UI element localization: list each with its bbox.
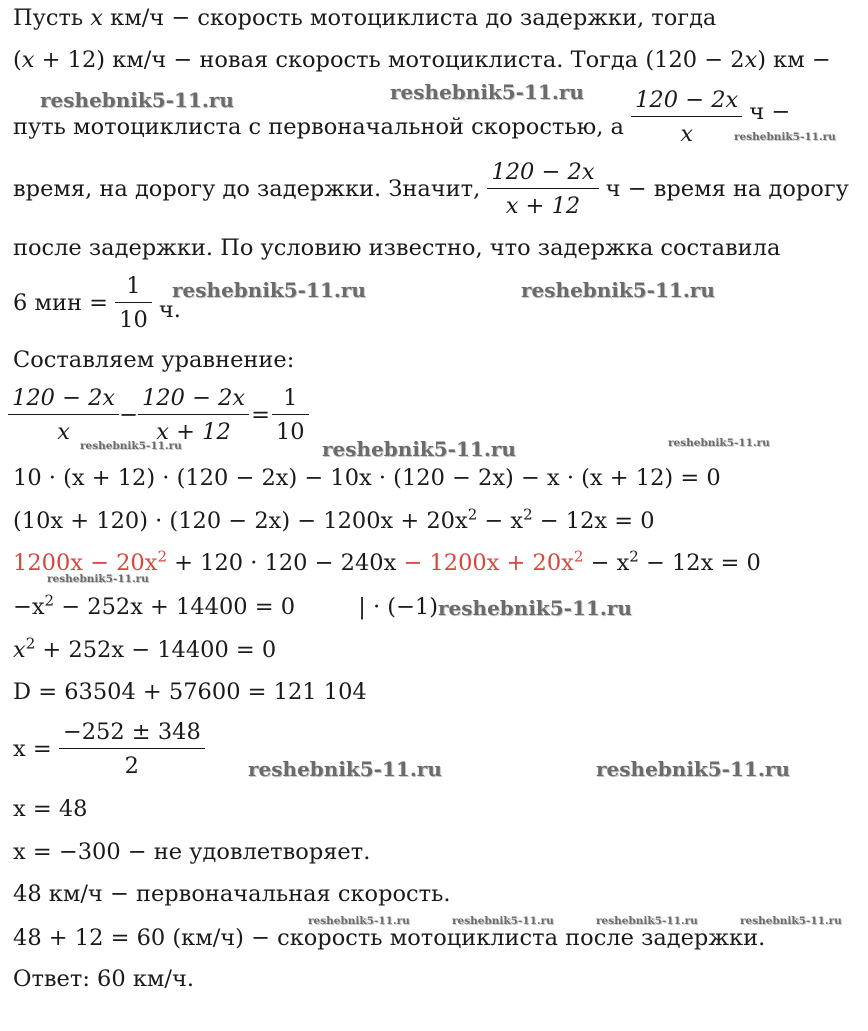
var-x: x [21, 47, 35, 73]
text: 48 + 12 = 60 (км/ч) − скорость мотоциклиста после задержки. [13, 925, 766, 951]
text: ) км − [757, 47, 831, 73]
line-7 [13, 346, 294, 374]
exponent: 2 [523, 505, 533, 524]
equals-sign: = [251, 402, 270, 428]
step-4 [13, 593, 438, 621]
denominator: 10 [119, 307, 148, 333]
line-6 [13, 272, 181, 334]
text: 10 · (x + 12) · (120 − 2x) − 10x · (120 − 2x) − x · (x + 12) = 0 [13, 465, 721, 491]
highlight-term: − 1200x + 20x [403, 550, 574, 576]
var-x: x [744, 47, 758, 73]
eq-fraction-c [272, 384, 309, 446]
text: − x [477, 508, 524, 534]
text: Ответ: 60 км/ч. [13, 966, 195, 992]
watermark: reshebnik5-11.ru [452, 915, 554, 927]
text: ч. [158, 297, 181, 323]
numerator: 1 [272, 384, 309, 415]
watermark: reshebnik5-11.ru [734, 131, 836, 143]
watermark: reshebnik5-11.ru [596, 915, 698, 927]
text: Пусть [13, 5, 91, 31]
text: км/ч − скорость мотоциклиста до задержки, тогда [103, 5, 717, 31]
text: путь мотоциклиста с первоначальной скоростью, а [13, 114, 624, 140]
watermark: reshebnik5-11.ru [322, 437, 516, 461]
denominator: 2 [124, 753, 139, 779]
text: + 12) км/ч − новая скорость мотоциклиста. Тогда (120 − 2 [34, 47, 745, 73]
text: 48 км/ч − первоначальная скорость. [13, 881, 451, 907]
roots-fraction [59, 718, 205, 780]
watermark: reshebnik5-11.ru [390, 80, 584, 104]
numerator: 120 − 2x [138, 384, 249, 415]
text: −x [13, 594, 45, 620]
text: D = 63504 + 57600 = 121 104 [13, 679, 367, 705]
highlight-term: 1200x − 20x [13, 550, 158, 576]
text: + 252x − 14400 = 0 [35, 637, 277, 663]
text: ч − [749, 99, 791, 125]
step-2 [13, 507, 655, 535]
text: 6 мин = [13, 290, 108, 316]
line-1 [13, 4, 716, 32]
text: − x [583, 550, 630, 576]
main-equation [8, 384, 309, 446]
line-5 [13, 234, 780, 262]
watermark: reshebnik5-11.ru [668, 437, 770, 449]
watermark: reshebnik5-11.ru [40, 88, 234, 112]
denominator: x [57, 419, 70, 445]
var-x: x [90, 5, 104, 31]
answer [13, 965, 194, 993]
watermark: reshebnik5-11.ru [80, 440, 182, 452]
minus-sign: − [119, 402, 138, 428]
watermark: reshebnik5-11.ru [47, 573, 149, 585]
text: ч − время на дорогу [605, 176, 849, 202]
text: + 120 · 120 − 240x [166, 550, 404, 576]
fraction-distance-time [631, 86, 742, 148]
eq-fraction-b [138, 384, 249, 446]
exponent: 2 [44, 591, 55, 610]
watermark: reshebnik5-11.ru [172, 278, 366, 302]
text: (10x + 120) · (120 − 2x) − 1200x + 20x [13, 508, 468, 534]
conclusion-1 [13, 880, 451, 908]
numerator: 120 − 2x [631, 86, 742, 117]
denominator: x [680, 121, 694, 147]
denominator: x + 12 [505, 193, 581, 219]
root-2 [13, 838, 370, 866]
text: − 12x = 0 [532, 508, 655, 534]
text: x = [13, 736, 52, 762]
text: Составляем уравнение: [13, 347, 295, 373]
denominator: x + 12 [156, 419, 231, 445]
text: время, на дорогу до задержки. Значит, [13, 176, 481, 202]
step-1 [13, 464, 721, 492]
multiply-note: | · (−1) [358, 594, 439, 620]
step-5 [13, 636, 276, 664]
text: после задержки. По условию известно, что задержка составила [13, 235, 781, 261]
watermark: reshebnik5-11.ru [248, 757, 442, 781]
text: ( [13, 47, 22, 73]
text: − 12x = 0 [638, 550, 761, 576]
exponent: 2 [25, 634, 36, 653]
numerator: 120 − 2x [487, 158, 598, 189]
numerator: 120 − 2x [8, 384, 119, 415]
text: x = 48 [13, 796, 88, 822]
denominator: 10 [275, 419, 305, 445]
step-6-discriminant [13, 678, 367, 706]
exponent: 2 [467, 505, 478, 524]
numerator: 1 [115, 272, 152, 303]
watermark: reshebnik5-11.ru [308, 915, 410, 927]
line-4 [13, 158, 849, 220]
conclusion-2 [13, 924, 765, 952]
fraction-one-tenth [115, 272, 152, 334]
line-2 [13, 46, 831, 74]
watermark: reshebnik5-11.ru [438, 596, 632, 620]
text: x = −300 − не удовлетворяет. [13, 839, 371, 865]
eq-fraction-a [8, 384, 119, 446]
roots-formula [13, 718, 205, 780]
var-x: x [13, 637, 26, 663]
exponent: 2 [157, 547, 167, 566]
watermark: reshebnik5-11.ru [740, 915, 842, 927]
watermark: reshebnik5-11.ru [596, 757, 790, 781]
fraction-time-after [487, 158, 598, 220]
root-1 [13, 795, 87, 823]
text: − 252x + 14400 = 0 [54, 594, 296, 620]
numerator: −252 ± 348 [59, 718, 205, 749]
exponent: 2 [573, 547, 584, 566]
watermark: reshebnik5-11.ru [521, 278, 715, 302]
exponent: 2 [629, 547, 639, 566]
